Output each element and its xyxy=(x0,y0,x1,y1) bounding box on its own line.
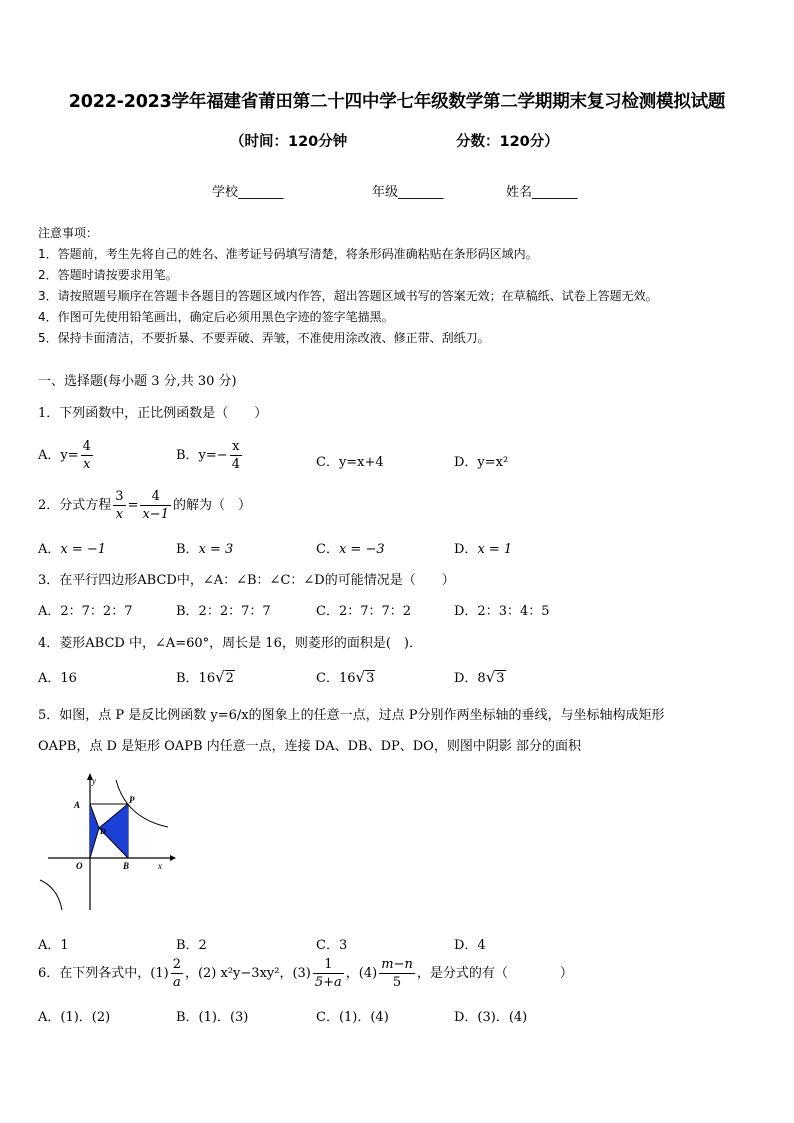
fraction-numerator: 3 xyxy=(115,489,124,504)
option-label: D． xyxy=(454,542,478,557)
q1-option-d[interactable]: D．y=x² xyxy=(454,455,509,470)
q5-option-d[interactable]: D．4 xyxy=(454,938,486,953)
notice-item: 1．答题前，考生先将自己的姓名、准考证号码填写清楚，将条形码准确粘贴在条形码区域内。 xyxy=(38,247,538,261)
question-2-stem xyxy=(38,490,251,521)
q4-option-a[interactable]: A．16 xyxy=(38,671,77,686)
q3-option-b[interactable]: B．2：2：7：7 xyxy=(176,604,271,619)
grade-field[interactable]: 年级_______ xyxy=(372,185,444,200)
q3-option-c[interactable]: C．2：7：7：2 xyxy=(316,604,412,619)
fraction-denominator: a xyxy=(171,973,183,989)
fraction-denominator: 4 xyxy=(231,457,240,472)
question-1-stem: 1．下列函数中，正比例函数是（ ） xyxy=(38,406,268,421)
sqrt-icon: √3 xyxy=(485,668,505,686)
q6-stem-prefix: 6．在下列各式中，(1) xyxy=(38,966,169,981)
q1-option-a[interactable] xyxy=(38,440,95,471)
q1-option-c[interactable]: C．y=x+4 xyxy=(316,455,384,470)
fraction-denominator: 5 xyxy=(379,973,415,989)
q3-option-d[interactable]: D．2：3：4：5 xyxy=(454,604,550,619)
q6-option-c[interactable]: C．(1)．(4) xyxy=(316,1010,389,1025)
option-value: x = 1 xyxy=(477,542,513,557)
sqrt-icon: √2 xyxy=(215,668,234,686)
radicand: 2 xyxy=(225,671,234,686)
fraction-numerator: 1 xyxy=(324,957,333,972)
option-value: x = −1 xyxy=(60,542,107,557)
fraction-numerator: 2 xyxy=(172,957,181,972)
y-axis-label: y xyxy=(92,776,96,786)
sqrt-icon: √3 xyxy=(355,668,375,686)
q4-option-b[interactable] xyxy=(176,667,235,686)
school-field[interactable]: 学校_______ xyxy=(212,185,284,200)
fraction-denominator: x xyxy=(113,505,125,521)
fraction-numerator: 4 xyxy=(151,489,160,504)
point-o-label: O xyxy=(76,861,83,871)
point-d-label: D xyxy=(100,827,106,836)
x-axis-label: x xyxy=(158,861,162,871)
radicand: 3 xyxy=(366,671,375,686)
q5-option-c[interactable]: C．3 xyxy=(316,938,348,953)
notice-item: 4．作图可先使用铅笔画出，确定后必须用黑色字迹的签字笔描黑。 xyxy=(38,310,394,324)
point-a-label: A xyxy=(74,800,81,810)
fraction-numerator: m−n xyxy=(381,957,413,972)
q5-option-a[interactable]: A．1 xyxy=(38,938,69,953)
q1-option-b-label: B．y=− xyxy=(176,448,228,463)
q4-option-d[interactable] xyxy=(454,667,506,686)
q3-option-a[interactable]: A．2：7：2：7 xyxy=(38,604,133,619)
q5-option-b[interactable]: B．2 xyxy=(176,938,207,953)
option-label: C．16 xyxy=(316,671,356,686)
option-value: x = 3 xyxy=(198,542,234,557)
radicand: 3 xyxy=(496,671,505,686)
question-6-stem xyxy=(38,958,573,989)
fraction-numerator: x xyxy=(232,439,240,454)
coordinate-figure xyxy=(38,770,178,915)
option-label: B． xyxy=(176,542,199,557)
fraction-numerator: 4 xyxy=(82,439,91,454)
point-p-label: P xyxy=(129,795,135,805)
q1-option-a-label: A．y= xyxy=(38,448,79,463)
name-field[interactable]: 姓名_______ xyxy=(506,185,578,200)
q6-stem-middle: ，(2) x²y−3xy²，(3) xyxy=(184,966,311,981)
question-5-line2: OAPB，点 D 是矩形 OAPB 内任意一点，连接 DA、DB、DP、DO，则图中阴影 部分的面积 xyxy=(38,739,581,754)
notice-item: 3．请按照题号顺序在答题卡各题目的答题区域内作答，超出答题区域书写的答案无效；在草稿纸、试卷上答题无效。 xyxy=(38,289,658,303)
fraction-denominator: x−1 xyxy=(142,507,169,522)
q4-option-c[interactable] xyxy=(316,667,375,686)
question-3-stem: 3．在平行四边形ABCD中，∠A：∠B：∠C：∠D的可能情况是（ ） xyxy=(38,573,455,588)
option-label: C． xyxy=(316,542,339,557)
question-4-stem: 4．菱形ABCD 中，∠A=60°，周长是 16，则菱形的面积是( )． xyxy=(38,636,422,651)
hyperbola-branch-2 xyxy=(40,880,62,910)
q2-stem-suffix: 的解为（ ） xyxy=(172,498,251,513)
time-info: （时间：120分钟 xyxy=(230,134,348,150)
q1-option-b[interactable] xyxy=(176,440,244,471)
option-label: A． xyxy=(38,542,61,557)
notice-item: 5．保持卡面清洁，不要折暴、不要弄破、弄皱，不准使用涂改液、修正带、刮纸刀。 xyxy=(38,331,490,345)
page-title: 2022-2023学年福建省莆田第二十四中学七年级数学第二学期期末复习检测模拟试题 xyxy=(68,92,726,112)
equals-sign: = xyxy=(127,498,139,513)
score-info: 分数：120分） xyxy=(456,134,559,150)
notice-heading: 注意事项： xyxy=(38,226,99,240)
q6-option-a[interactable]: A．(1)．(2) xyxy=(38,1010,111,1025)
q2-option-a[interactable] xyxy=(38,538,106,557)
option-label: B．16 xyxy=(176,671,216,686)
q6-option-d[interactable]: D．(3)．(4) xyxy=(454,1010,528,1025)
question-5-line1: 5．如图，点 P 是反比例函数 y=6/x的图象上的任意一点，过点 P分别作两坐标轴的垂线，与坐标轴构成矩形 xyxy=(38,708,665,723)
x-axis-arrow-icon xyxy=(170,855,176,861)
option-value: x = −3 xyxy=(338,542,385,557)
point-b-label: B xyxy=(123,861,130,871)
q6-option-b[interactable]: B．(1)．(3) xyxy=(176,1010,249,1025)
fraction-denominator: x xyxy=(81,455,93,471)
q6-stem-suffix: ，是分式的有（ ） xyxy=(416,966,573,981)
section-heading: 一、选择题(每小题 3 分,共 30 分) xyxy=(38,374,237,389)
notice-item: 2．答题时请按要求用笔。 xyxy=(38,268,178,282)
option-label: D．8 xyxy=(454,671,486,686)
q2-option-c[interactable] xyxy=(316,538,385,557)
q6-stem-middle: ，(4) xyxy=(345,966,378,981)
q2-option-b[interactable] xyxy=(176,538,233,557)
q2-option-d[interactable] xyxy=(454,538,512,557)
fraction-denominator: 5+a xyxy=(314,975,342,990)
q2-stem-prefix: 2．分式方程 xyxy=(38,498,112,513)
